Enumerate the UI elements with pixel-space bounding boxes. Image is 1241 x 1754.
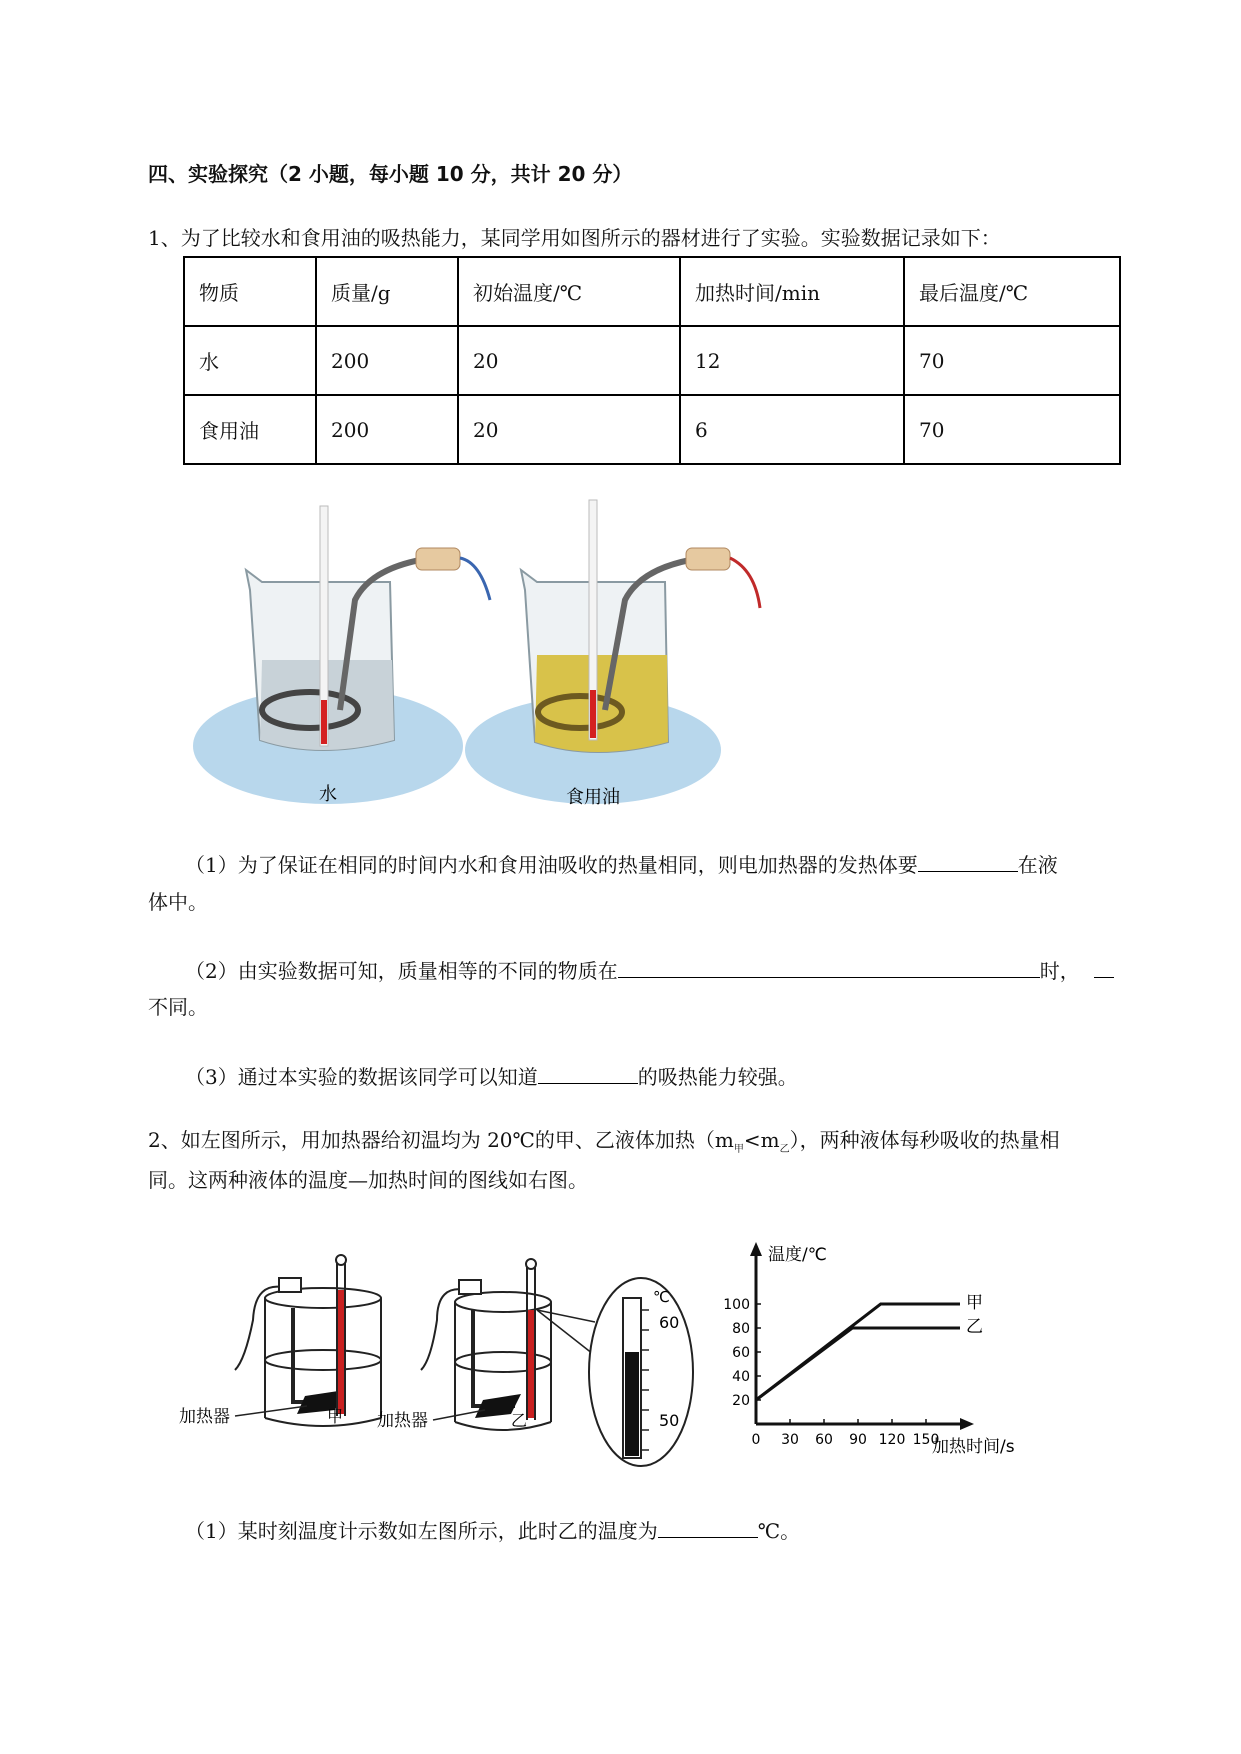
series-line-jia <box>756 1304 960 1400</box>
heater-plug-right <box>686 548 730 570</box>
q2-stem-cont: 同。这两种液体的温度—加热时间的图线如右图。 <box>148 1168 588 1192</box>
y-axis-arrow <box>750 1242 762 1256</box>
header-cell: 最后温度/℃ <box>904 257 1120 326</box>
subscript-yi: 乙 <box>779 1144 790 1155</box>
heater-label-2: 加热器 <box>377 1411 428 1431</box>
chart-xlabel: 加热时间/s <box>932 1437 1015 1457</box>
q1-sub2 <box>185 957 1114 983</box>
table-cell: 20 <box>458 326 680 395</box>
q2-sub1-text-tail: ℃。 <box>757 1519 801 1543</box>
header-cell: 质量/g <box>316 257 458 326</box>
thermo-tick-50: 50 <box>659 1411 680 1430</box>
header-cell: 物质 <box>184 257 316 326</box>
q2-sub1 <box>185 1517 800 1543</box>
y-tick-label: 80 <box>732 1321 750 1337</box>
answer-blank[interactable] <box>918 851 1018 872</box>
chart-lines <box>756 1293 983 1400</box>
x-tick-label: 30 <box>781 1432 799 1448</box>
table-header-row <box>184 257 1120 326</box>
q1-sub2-cont: 不同。 <box>148 995 208 1019</box>
beakers-figure <box>180 490 860 820</box>
q1-sub3-text: （3）通过本实验的数据该同学可以知道 <box>185 1065 538 1089</box>
y-tick-label: 40 <box>732 1369 750 1385</box>
heater-label-1: 加热器 <box>179 1407 230 1427</box>
table-row <box>184 326 1120 395</box>
wire-left <box>460 558 490 600</box>
y-tick-label: 60 <box>732 1345 750 1361</box>
zoom-line-2 <box>537 1310 593 1354</box>
series-label: 乙 <box>966 1317 983 1337</box>
answer-blank[interactable] <box>1094 957 1114 978</box>
table-cell: 水 <box>184 326 316 395</box>
x-tick-label: 0 <box>751 1432 761 1448</box>
data-table <box>183 256 1121 465</box>
q1-stem: 1、为了比较水和食用油的吸热能力，某同学用如图所示的器材进行了实验。实验数据记录如下： <box>148 226 1001 250</box>
q2-stem <box>148 1128 1060 1162</box>
beaker-yi-label: 乙 <box>511 1411 528 1430</box>
chart-axes <box>750 1242 974 1430</box>
beaker-jia <box>235 1255 381 1426</box>
q2-stem-lt: <m <box>743 1128 780 1152</box>
table-row <box>184 395 1120 464</box>
q2-sub1-text: （1）某时刻温度计示数如左图所示，此时乙的温度为 <box>185 1519 658 1543</box>
thermo-unit: ℃ <box>653 1288 670 1306</box>
q1-sub1-text: （1）为了保证在相同的时间内水和食用油吸收的热量相同，则电加热器的发热体要 <box>185 853 918 877</box>
q2-stem-text-tail: ），两种液体每秒吸收的热量相 <box>789 1128 1060 1152</box>
table-cell: 70 <box>904 326 1120 395</box>
label-oil: 食用油 <box>566 787 620 808</box>
beaker-yi <box>421 1259 551 1430</box>
table-cell: 食用油 <box>184 395 316 464</box>
q2-stem-text: 2、如左图所示，用加热器给初温均为 20℃的甲、乙液体加热（m <box>148 1128 734 1152</box>
chart-ylabel: 温度/℃ <box>768 1245 827 1265</box>
q1-sub1 <box>185 851 1058 877</box>
x-axis-arrow <box>960 1418 974 1430</box>
wire-right <box>730 558 760 608</box>
table-cell: 6 <box>680 395 904 464</box>
series-label: 甲 <box>966 1293 983 1313</box>
section-title: 四、实验探究（2 小题，每小题 10 分，共计 20 分） <box>148 162 633 186</box>
table-cell: 200 <box>316 326 458 395</box>
cooking-oil <box>535 655 668 752</box>
q1-sub1-cont: 体中。 <box>148 890 208 914</box>
q1-sub3-text-tail: 的吸热能力较强。 <box>637 1065 798 1089</box>
answer-blank[interactable] <box>618 957 1040 978</box>
thermometer-liquid-right <box>590 690 596 738</box>
table-cell: 20 <box>458 395 680 464</box>
q1-sub1-text-tail: 在液 <box>1017 853 1058 877</box>
temperature-time-chart <box>720 1238 1050 1468</box>
thermo-tick-60: 60 <box>659 1313 680 1332</box>
header-cell: 初始温度/℃ <box>458 257 680 326</box>
thermometer-liquid-left <box>321 700 327 744</box>
heater-plug-left <box>416 548 460 570</box>
y-tick-label: 100 <box>723 1297 750 1313</box>
q1-sub2-text: （2）由实验数据可知，质量相等的不同的物质在 <box>185 959 618 983</box>
x-tick-label: 150 <box>912 1432 940 1448</box>
thermometer-zoom <box>589 1278 693 1466</box>
table-cell: 12 <box>680 326 904 395</box>
q1-sub2-text-mid: 时， <box>1039 959 1080 983</box>
x-tick-label: 90 <box>849 1432 867 1448</box>
heater-pointer-1 <box>235 1406 307 1416</box>
x-tick-label: 120 <box>878 1432 906 1448</box>
heater-figure <box>175 1250 715 1470</box>
q1-sub3 <box>185 1063 798 1089</box>
subscript-jia: 甲 <box>733 1144 744 1155</box>
label-water: 水 <box>319 784 337 805</box>
table-cell: 70 <box>904 395 1120 464</box>
beaker-jia-label: 甲 <box>327 1407 344 1426</box>
header-cell: 加热时间/min <box>680 257 904 326</box>
y-tick-label: 20 <box>732 1393 750 1409</box>
x-tick-label: 60 <box>815 1432 833 1448</box>
table-cell: 200 <box>316 395 458 464</box>
series-line-yi <box>756 1328 960 1400</box>
answer-blank[interactable] <box>538 1063 638 1084</box>
answer-blank[interactable] <box>658 1517 758 1538</box>
